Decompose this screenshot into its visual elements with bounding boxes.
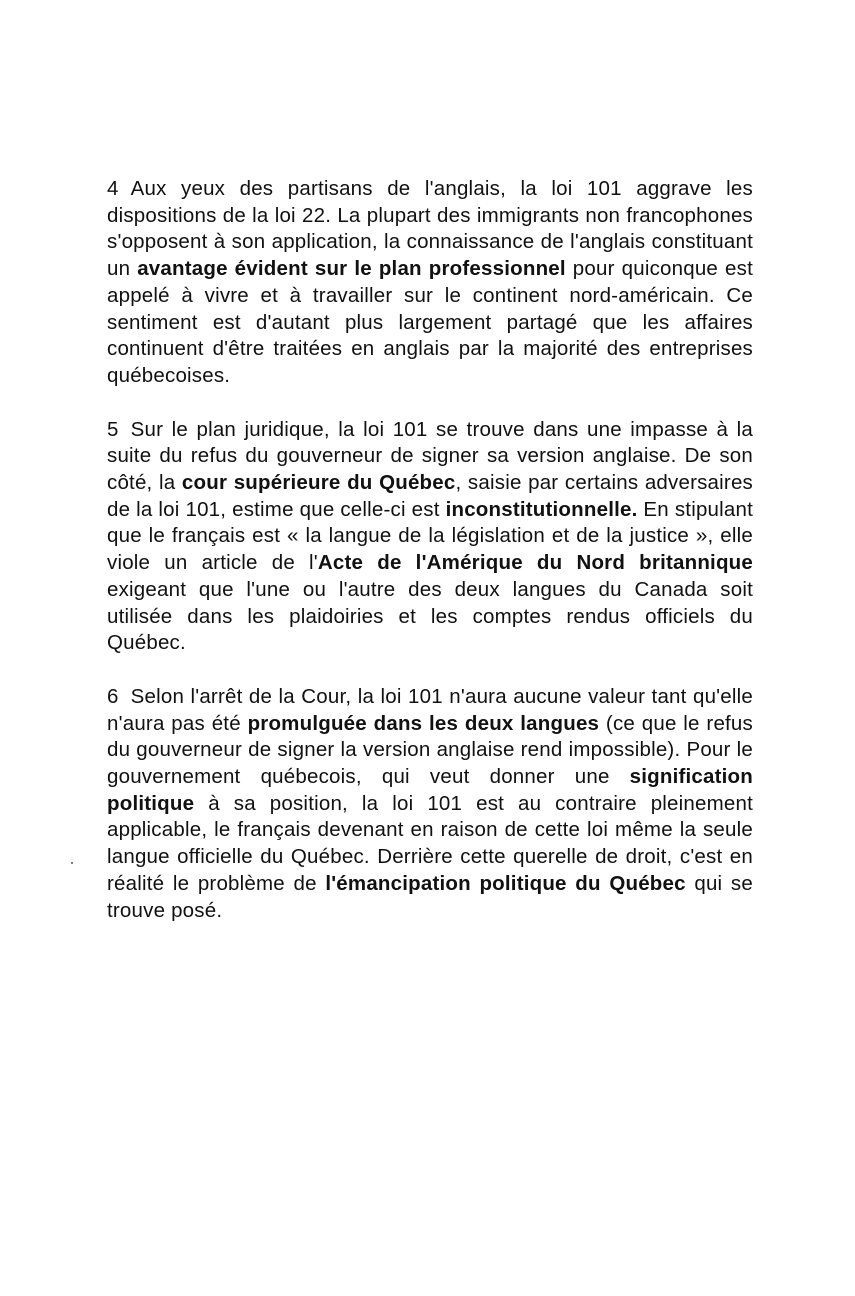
bold-segment: inconstitutionnelle.	[445, 497, 638, 521]
paragraph-4	[107, 176, 753, 390]
bold-segment: signification politique	[107, 765, 753, 815]
text-segment: , saisie par certains adversaires de la loi 101, estime que celle-ci est	[107, 471, 753, 521]
bold-segment: Acte de l'Amérique du Nord britannique	[317, 551, 753, 575]
paragraph-number: 5	[107, 417, 119, 441]
text-body	[107, 176, 753, 951]
bold-segment: avantage évident sur le plan professionnel	[137, 257, 566, 281]
bold-segment: cour supérieure du Québec	[181, 471, 456, 495]
text-segment: (ce que le refus du gouverneur de signer la version anglaise rend impossible). Pour le gouvernement québecois, qui veut donner une	[107, 711, 753, 789]
paragraph-5	[107, 417, 753, 657]
bold-segment: promulguée dans les deux langues	[247, 711, 600, 735]
text-segment: pour quiconque est appelé à vivre et à travailler sur le continent nord-américain. Ce sentiment est d'autant plus largement partagé que les affaires continuent d'être traitées en anglais par la majorité des entreprises québecoises.	[107, 257, 753, 387]
text-segment: exigeant que l'une ou l'autre des deux langues du Canada soit utilisée dans les plaidoiries et les comptes rendus officiels du Québec.	[107, 577, 753, 655]
paragraph-6	[107, 684, 753, 924]
text-segment: Selon l'arrêt de la Cour, la loi 101 n'aura aucune valeur tant qu'elle n'aura pas été	[107, 684, 753, 735]
scan-speck	[71, 862, 73, 864]
paragraph-number: 4	[107, 177, 119, 200]
bold-segment: l'émancipation politique du Québec	[325, 871, 686, 895]
text-segment: Sur le plan juridique, la loi 101 se trouve dans une impasse à la suite du refus du gouverneur de signer sa version anglaise. De son côté, la	[107, 417, 753, 495]
text-segment: à sa position, la loi 101 est au contraire pleinement applicable, le français devenant en raison de cette loi même la seule langue officielle du Québec. Derrière cette querelle de droit, c'est en réalité le problème de	[107, 791, 753, 895]
paragraph-number: 6	[107, 684, 119, 708]
text-segment: En stipulant que le français est « la langue de la législation et de la justice », elle viole un article de l'	[107, 497, 753, 575]
text-segment: qui se trouve posé.	[107, 871, 753, 922]
text-segment: Aux yeux des partisans de l'anglais, la loi 101 aggrave les dispositions de la loi 22. La plupart des immigrants non francophones s'opposent à son application, la connaissance de l'anglais constituant un	[107, 177, 753, 281]
